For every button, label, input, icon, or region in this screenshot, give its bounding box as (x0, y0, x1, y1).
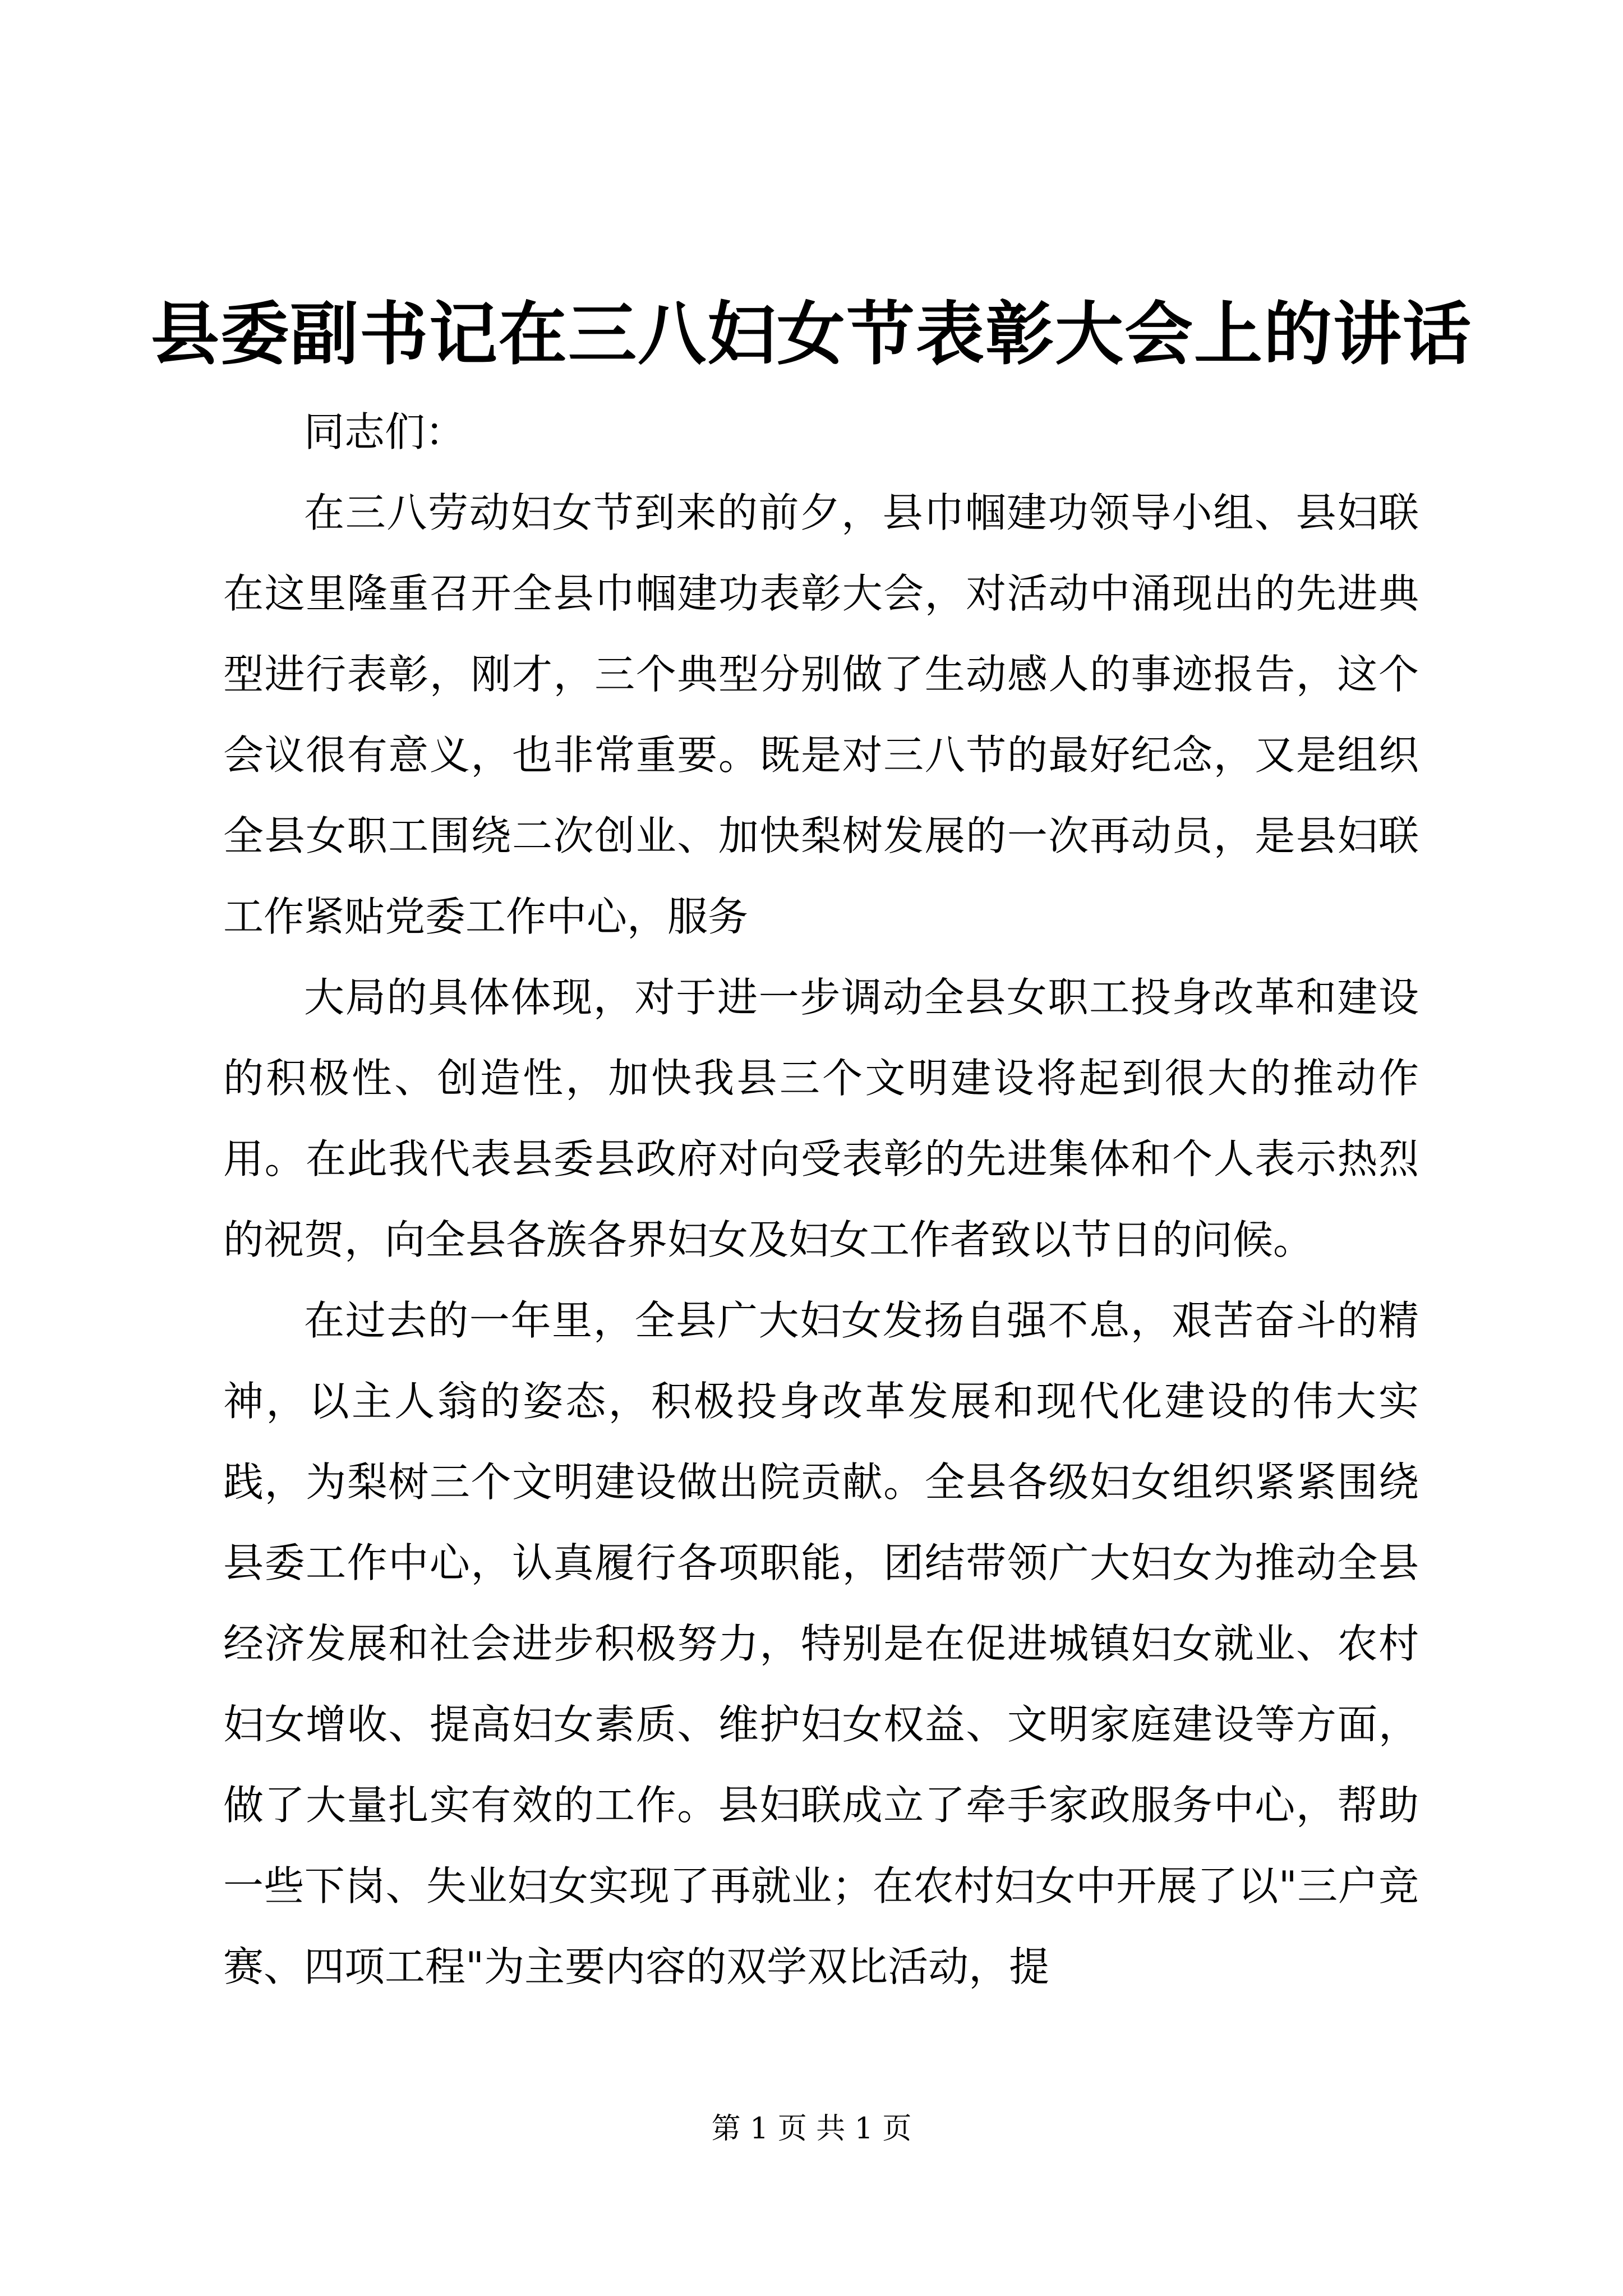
document-body (223, 392, 1419, 2007)
page-number-footer: 第 1 页 共 1 页 (711, 2112, 912, 2146)
paragraph-salutation: 同志们： (304, 408, 466, 455)
paragraph-1: 在三八劳动妇女节到来的前夕，县巾帼建功领导小组、县妇联在这里隆重召开全县巾帼建功表彰大会，对活动中涌现出的先进典型进行表彰，刚才，三个典型分别做了生动感人的事迹报告，这个会议很有意义，也非常重要。既是对三八节的最好纪念，又是组织全县女职工围绕二次创业、加快梨树发展的一次再动员，是县妇联工作紧贴党委工作中心，服务 (223, 489, 1419, 940)
paragraph-3: 在过去的一年里，全县广大妇女发扬自强不息，艰苦奋斗的精神，以主人翁的姿态，积极投身改革发展和现代化建设的伟大实践，为梨树三个文明建设做出院贡献。全县各级妇女组织紧紧围绕县委工作中心，认真履行各项职能，团结带领广大妇女为推动全县经济发展和社会进步积极努力，特别是在促进城镇妇女就业、农村妇女增收、提高妇女素质、维护妇女权益、文明家庭建设等方面，做了大量扎实有效的工作。县妇联成立了牵手家政服务中心，帮助一些下岗、失业妇女实现了再就业；在农村妇女中开展了以"三户竞赛、四项工程"为主要内容的双学双比活动，提 (223, 1297, 1419, 1990)
paragraph-2: 大局的具体体现，对于进一步调动全县女职工投身改革和建设的积极性、创造性，加快我县三个文明建设将起到很大的推动作用。在此我代表县委县政府对向受表彰的先进集体和个人表示热烈的祝贺，向全县各族各界妇女及妇女工作者致以节日的问候。 (223, 974, 1419, 1263)
document-title: 县委副书记在三八妇女节表彰大会上的讲话 (151, 293, 1472, 374)
